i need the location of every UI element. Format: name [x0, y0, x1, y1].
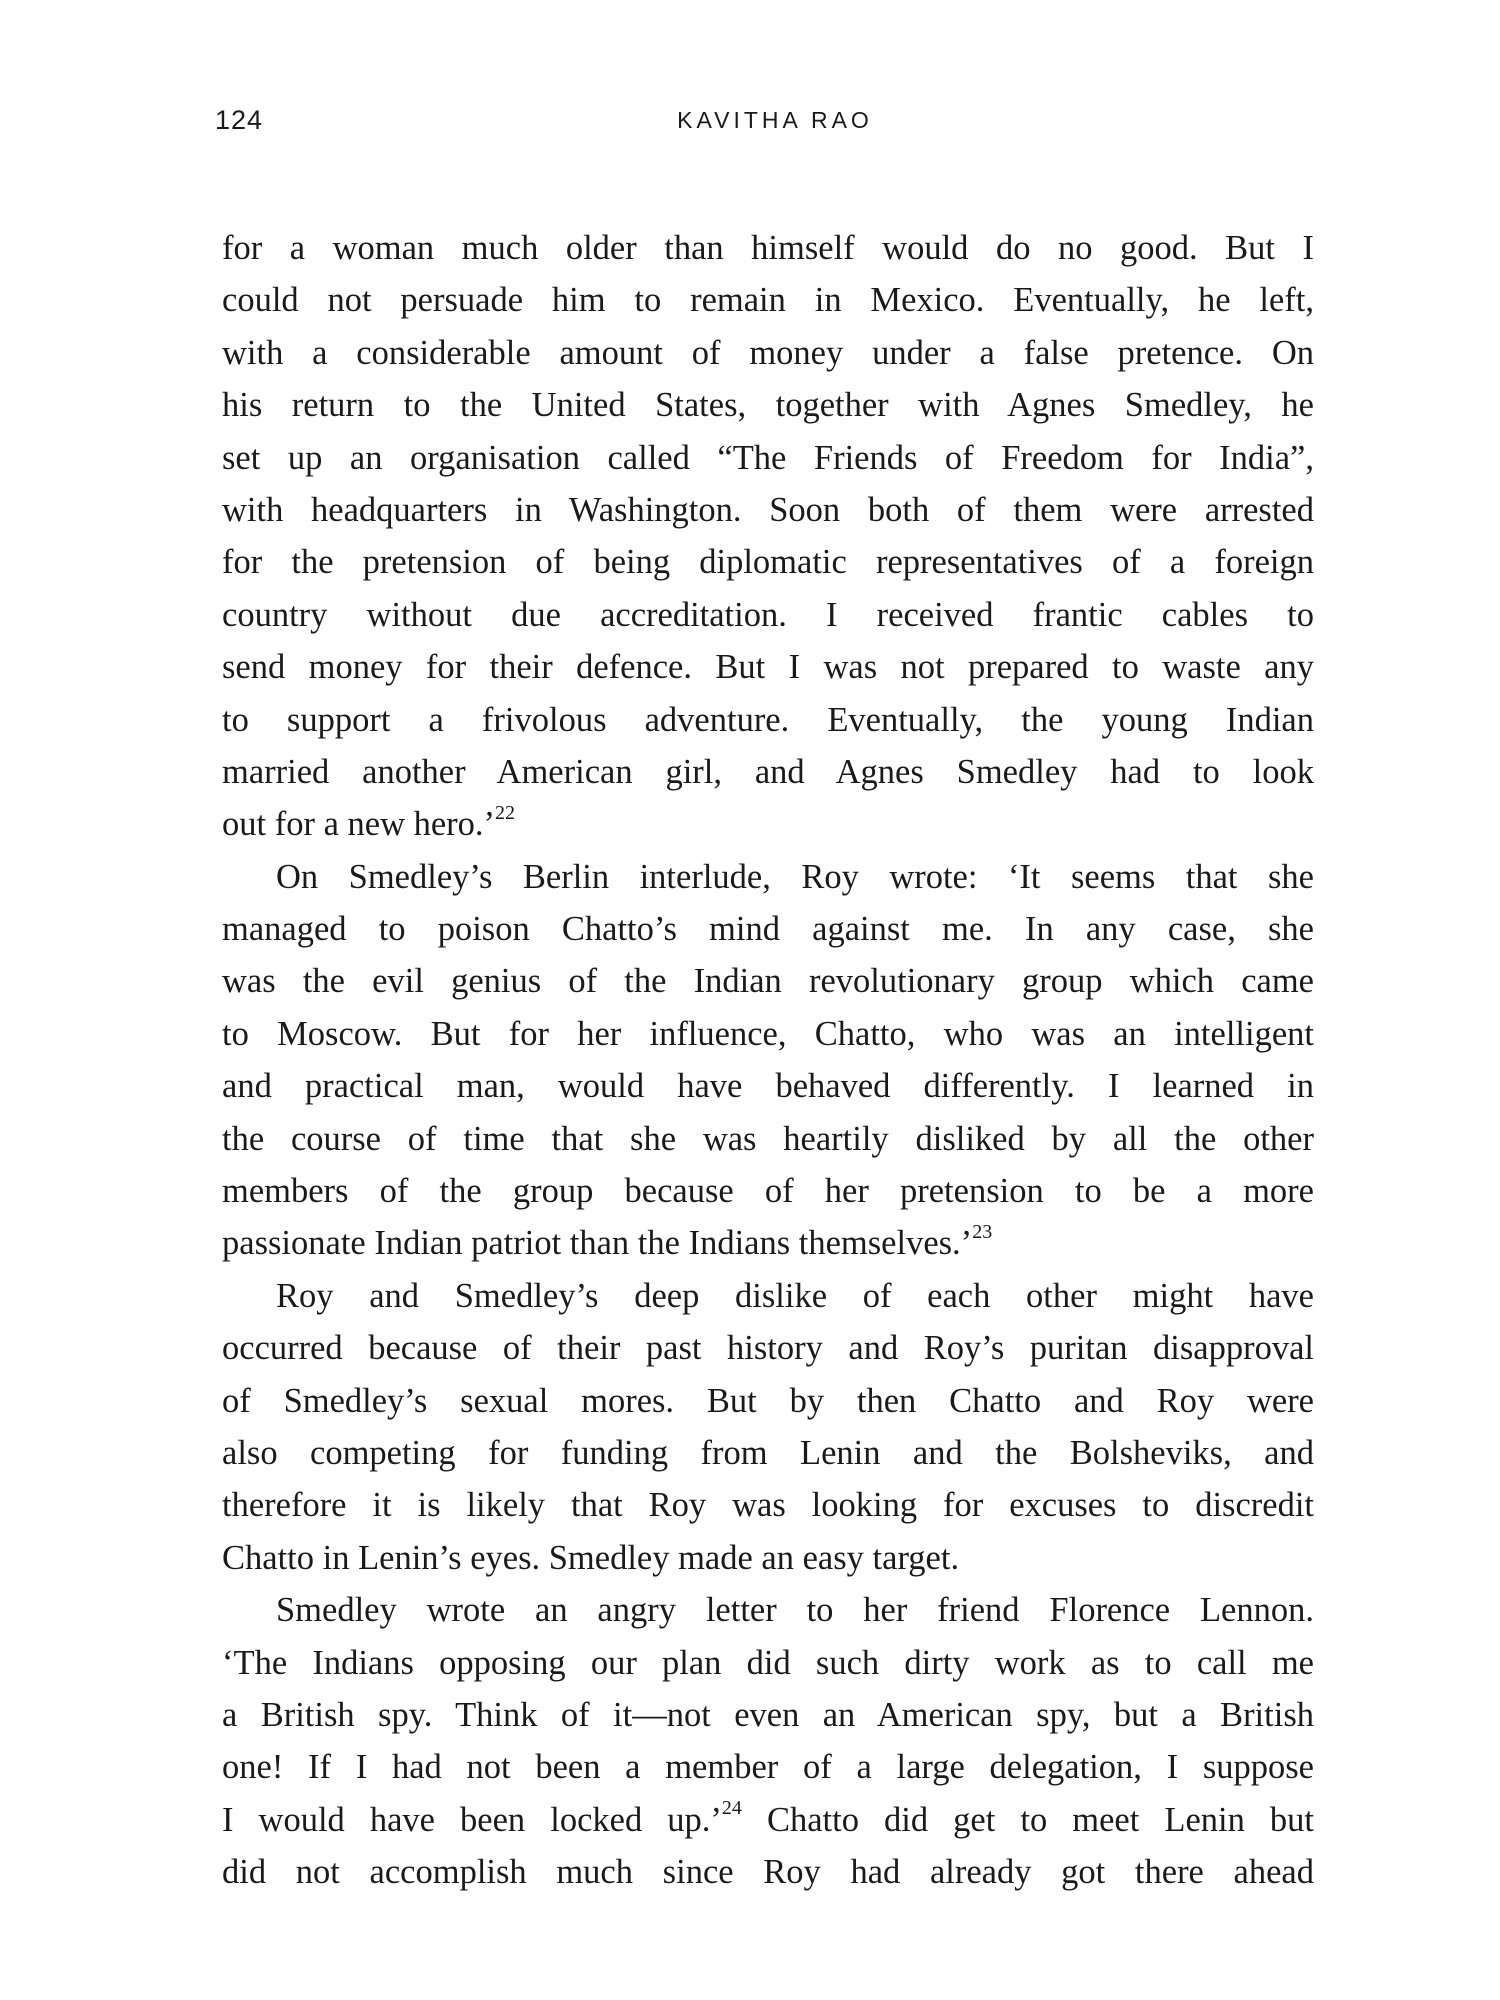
line-text: one! If I had not been a member of a large delegation, I suppose	[222, 1748, 1314, 1787]
text-line	[222, 851, 1314, 903]
text-line	[222, 1584, 1314, 1636]
text-line	[222, 641, 1314, 693]
line-text: passionate Indian patriot than the Indians themselves.’	[222, 1224, 973, 1263]
line-text: a British spy. Think of it—not even an American spy, but a British	[222, 1695, 1314, 1734]
line-text: managed to poison Chatto’s mind against me. In any case, she	[222, 910, 1314, 949]
text-line	[222, 746, 1314, 798]
paragraph	[222, 222, 1314, 851]
running-head	[215, 105, 1315, 145]
text-line	[222, 222, 1314, 274]
page-number: 124	[215, 105, 264, 135]
line-text: for a woman much older than himself would do no good. But I	[222, 229, 1314, 267]
paragraph	[222, 1270, 1314, 1584]
line-text: also competing for funding from Lenin and the Bolsheviks, and	[222, 1433, 1314, 1472]
line-text: therefore it is likely that Roy was looking for excuses to discredit	[222, 1486, 1314, 1525]
line-text: to support a frivolous adventure. Eventually, the young Indian	[222, 700, 1314, 739]
text-line	[222, 1060, 1314, 1112]
footnote-marker: 22	[495, 801, 516, 824]
line-text: could not persuade him to remain in Mexico. Eventually, he left,	[222, 281, 1314, 320]
text-line	[222, 903, 1314, 955]
paragraph	[222, 1584, 1314, 1898]
text-line	[222, 1479, 1314, 1531]
body-text	[222, 222, 1314, 1899]
line-text: Chatto did get to meet Lenin but	[741, 1800, 1314, 1839]
text-line	[222, 1689, 1314, 1741]
text-line	[222, 1270, 1314, 1322]
line-text: of Smedley’s sexual mores. But by then Chatto and Roy were	[222, 1381, 1314, 1420]
text-line	[222, 1375, 1314, 1427]
line-text: and practical man, would have behaved differently. I learned in	[222, 1067, 1314, 1106]
text-line	[222, 327, 1314, 379]
line-text: did not accomplish much since Roy had already got there ahead	[222, 1853, 1314, 1892]
text-line	[222, 955, 1314, 1007]
text-line	[222, 1794, 1314, 1846]
text-line	[222, 1532, 1314, 1584]
line-text: occurred because of their past history and Roy’s puritan disapproval	[222, 1329, 1314, 1368]
text-line	[222, 1165, 1314, 1217]
text-line	[222, 379, 1314, 431]
text-line	[222, 589, 1314, 641]
footnote-marker: 24	[721, 1797, 742, 1820]
text-line	[222, 1846, 1314, 1898]
text-line	[222, 1637, 1314, 1689]
text-line	[222, 1427, 1314, 1479]
text-line	[222, 1322, 1314, 1374]
line-text: members of the group because of her pretension to be a more	[222, 1172, 1314, 1211]
line-text: out for a new hero.’	[222, 805, 496, 844]
line-text: married another American girl, and Agnes Smedley had to look	[222, 752, 1314, 791]
line-text: his return to the United States, together with Agnes Smedley, he	[222, 386, 1314, 425]
footnote-marker: 23	[972, 1220, 993, 1243]
line-text: Chatto in Lenin’s eyes. Smedley made an easy target.	[222, 1538, 960, 1577]
text-line	[222, 798, 1314, 850]
text-line	[222, 536, 1314, 588]
line-text: Roy and Smedley’s deep dislike of each other might have	[276, 1276, 1314, 1315]
line-text: for the pretension of being diplomatic representatives of a foreign	[222, 543, 1314, 582]
line-text: Smedley wrote an angry letter to her friend Florence Lennon.	[276, 1591, 1314, 1630]
line-text: I would have been locked up.’	[222, 1800, 722, 1839]
text-line	[222, 1008, 1314, 1060]
line-text: set up an organisation called “The Friends of Freedom for India”,	[222, 438, 1314, 477]
text-line	[222, 274, 1314, 326]
line-text: send money for their defence. But I was not prepared to waste any	[222, 648, 1314, 687]
line-text: On Smedley’s Berlin interlude, Roy wrote: ‘It seems that she	[276, 857, 1314, 896]
paragraph	[222, 851, 1314, 1270]
line-text: country without due accreditation. I received frantic cables to	[222, 595, 1314, 634]
line-text: with a considerable amount of money under a false pretence. On	[222, 333, 1314, 372]
line-text: with headquarters in Washington. Soon both of them were arrested	[222, 490, 1314, 529]
text-line	[222, 484, 1314, 536]
text-line	[222, 432, 1314, 484]
text-line	[222, 1741, 1314, 1793]
text-line	[222, 1113, 1314, 1165]
text-line	[222, 1217, 1314, 1269]
text-line	[222, 694, 1314, 746]
running-title: KAVITHA RAO	[677, 107, 873, 133]
line-text: the course of time that she was heartily disliked by all the other	[222, 1119, 1314, 1158]
line-text: ‘The Indians opposing our plan did such dirty work as to call me	[222, 1643, 1314, 1682]
line-text: was the evil genius of the Indian revolutionary group which came	[222, 962, 1314, 1001]
line-text: to Moscow. But for her influence, Chatto, who was an intelligent	[222, 1014, 1314, 1053]
